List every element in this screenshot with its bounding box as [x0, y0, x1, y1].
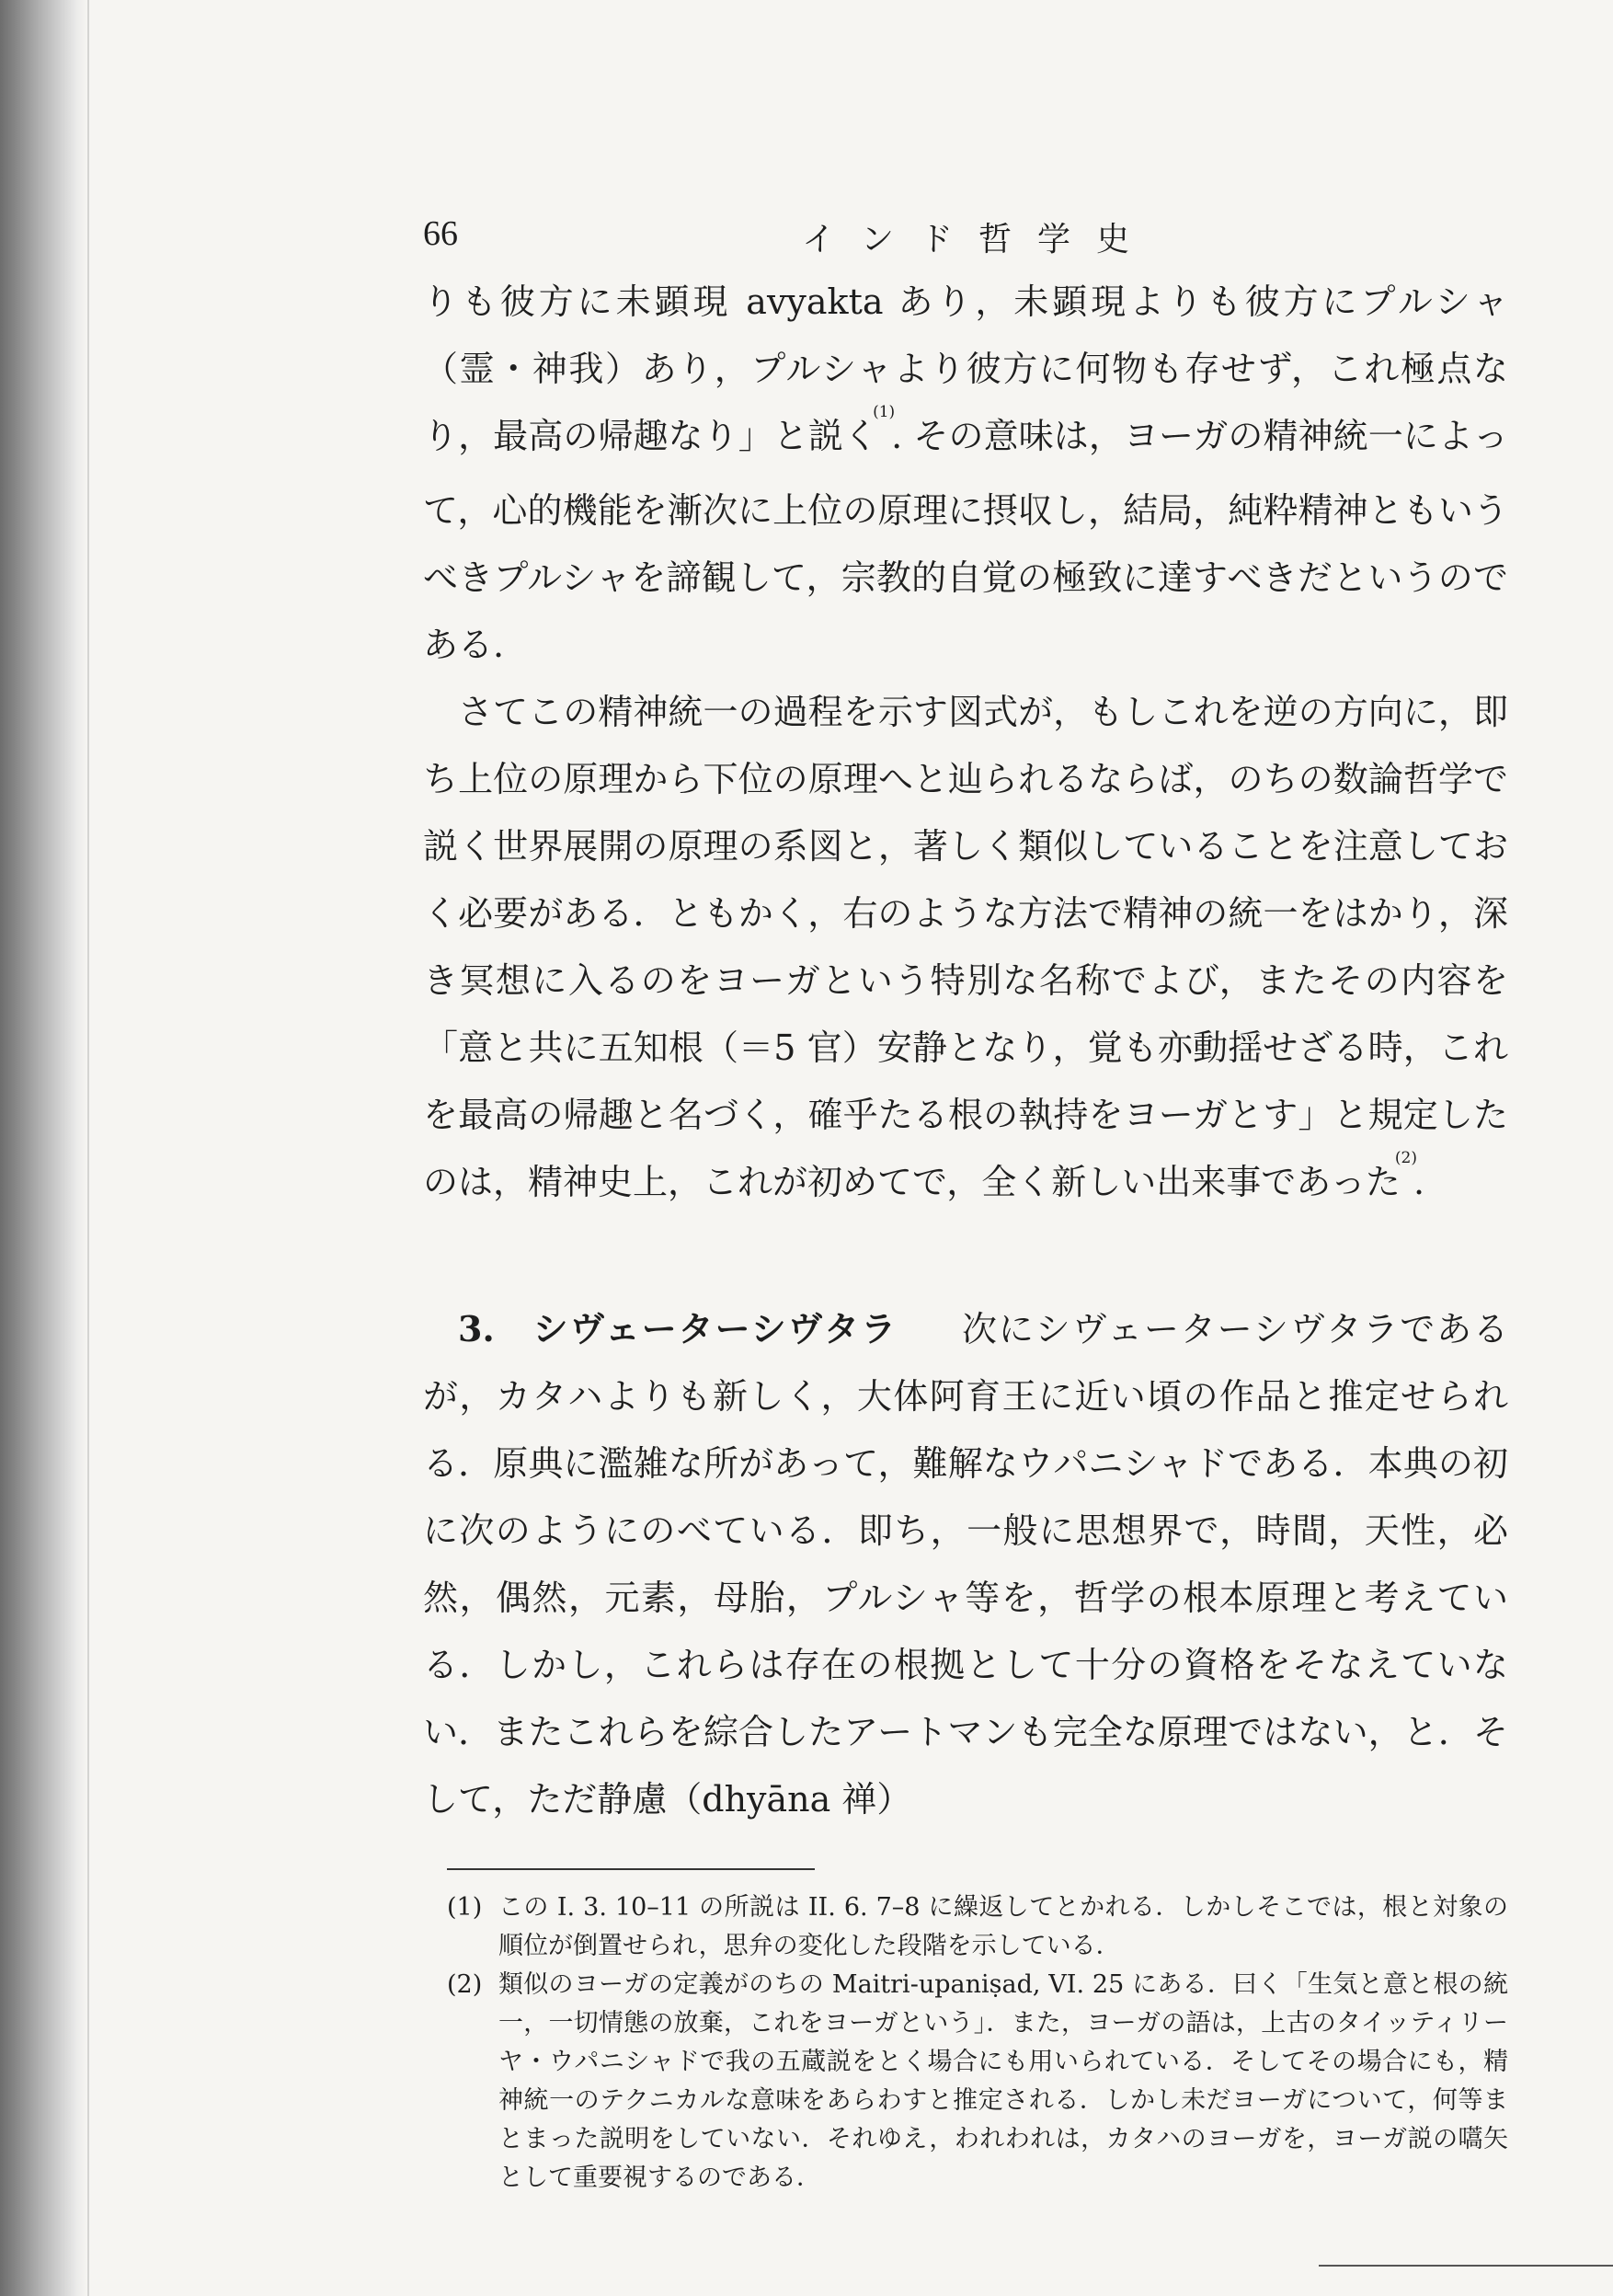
paragraph-2-text-a: さてこの精神統一の過程を示す図式が，もしこれを逆の方向に，即ち上位の原理から下位の原理へと辿られるならば，のちの数論哲学で説く世界展開の原理の系図と，著しく類似していることを注意しておく必要がある．ともかく，右のような方法で精神の統一をはかり，深き冥想に入るのをヨーガという特別な名称でよび，またその内容を「意と共に五知根（＝5 官）安静となり，覚も亦動揺せざる時，これを最高の帰趣と名づく，確乎たる根の執持をヨーガとす」と規定したのは，精神史上，これが初めてで，全く新しい出来事であった [423, 692, 1508, 1202]
footnote-ref-2[interactable]: (2) [1394, 1149, 1417, 1167]
paragraph-1-text-b: . その意味は，ヨーガの精神統一によって，心的機能を漸次に上位の原理に摂収し，結局，純粋精神ともいうべきプルシャを諦観して，宗教的自覚の極致に達すべきだというのである. [423, 416, 1508, 665]
footnote-ref-1[interactable]: (1) [873, 403, 896, 421]
paragraph-1 [423, 269, 1508, 679]
page-header [423, 213, 1508, 269]
paragraph-2-text-b: . [1413, 1162, 1425, 1202]
footnote-1 [447, 1888, 1508, 1966]
footnote-marker: (2) [447, 1970, 483, 1999]
footnote-2 [447, 1966, 1508, 2198]
section-3 [423, 1295, 1508, 1833]
section-title: シヴェーターシヴタラ [531, 1308, 898, 1349]
section-3-text: 次にシヴェーターシヴタラであるが，カタハよりも新しく，大体阿育王に近い頃の作品と推定せられる．原典に濫雑な所があって，難解なウパニシャドである．本典の初に次のようにのべている．即ち，一般に思想界で，時間，天性，必然，偶然，元素，母胎，プルシャ等を，哲学の根本原理と考えている．しかし，これらは存在の根拠として十分の資格をそなえていない．またこれらを綜合したアートマンも完全な原理ではない，と．そして，ただ静慮（dhyāna 禅） [423, 1309, 1509, 1820]
book-binding-shadow [0, 0, 87, 2296]
footnotes [447, 1888, 1508, 2198]
section-heading [458, 1308, 898, 1349]
page-edge-line [1319, 2265, 1613, 2267]
footnote-text: この I. 3. 10–11 の所説は II. 6. 7–8 に繰返してとかれる．しかしそこでは，根と対象の順位が倒置せられ，思弁の変化した段階を示している． [498, 1893, 1508, 1960]
page-number: 66 [423, 214, 458, 253]
footnote-text: 類似のヨーガの定義がのちの Maitri-upaniṣad, VI. 25 にある．曰く「生気と意と根の統一，一切情態の放棄，これをヨーガという」．また，ヨーガの語は，上古のタイッティリーヤ・ウパニシャドで我の五蔵説をとく場合にも用いられている．そしてその場合にも，精神統一のテクニカルな意味をあらわすと推定される．しかし未だヨーガについて，何等まとまった説明をしていない．それゆえ，われわれは，カタハのヨーガを，ヨーガ説の嚆矢として重要視するのである． [498, 1970, 1508, 2192]
footnote-rule [447, 1868, 815, 1870]
paragraph-2 [423, 679, 1508, 1223]
gutter-line [87, 0, 89, 2296]
footnote-marker: (1) [447, 1893, 483, 1922]
running-title: インド哲学史 [801, 221, 1155, 258]
section-number: 3. [458, 1308, 495, 1349]
page-content [423, 213, 1508, 2198]
paragraph-1-text-a: りも彼方に未顕現 avyakta あり，未顕現よりも彼方にプルシャ（霊・神我）あり，プルシャより彼方に何物も存せず，これ極点なり，最高の帰趣なり」と説く [423, 281, 1508, 456]
